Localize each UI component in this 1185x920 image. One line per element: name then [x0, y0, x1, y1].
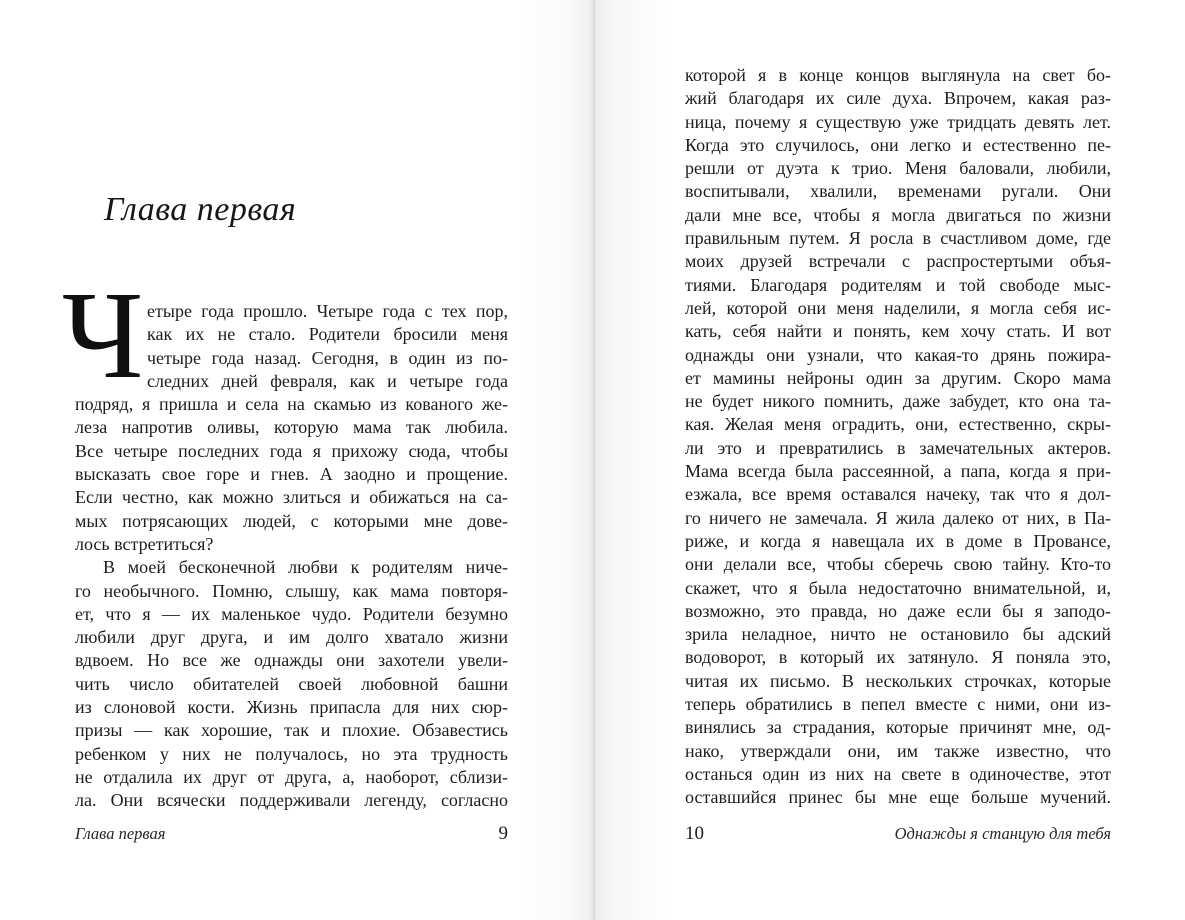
- body-line: ет, что я — их маленькое чудо. Родители безумно: [75, 603, 508, 624]
- body-line: го необычного. Помню, слышу, как мама повторя-: [75, 580, 508, 601]
- body-line: следних дней февраля, как и четыре года: [147, 370, 508, 391]
- body-line: етыре года прошло. Четыре года с тех пор,: [147, 301, 508, 321]
- body-line: они делали все, чтобы сберечь свою тайну. Кто-то: [685, 554, 1111, 575]
- body-line: теперь обратились в пепел вместе с ними, они из-: [685, 694, 1111, 715]
- body-line: мых потрясающих людей, с которыми мне дове-: [75, 510, 508, 531]
- body-line: скажет, что я была недостаточно внимательной, и,: [685, 577, 1111, 598]
- body-line: которой я в конце концов выглянула на свет бо-: [685, 65, 1111, 85]
- body-line: риже, и когда я навещала их в доме в Провансе,: [685, 530, 1111, 551]
- body-line: го ничего не замечала. Я жила далеко от них, в Па-: [685, 507, 1111, 528]
- body-line: лось встретиться?: [75, 533, 214, 554]
- body-line: кая. Желая меня оградить, они, естественно, скры-: [685, 414, 1111, 435]
- body-line: моих друзей встречали с распростертыми объя-: [685, 251, 1111, 272]
- page-number-right: 10: [685, 823, 704, 844]
- body-line: ет мамины нейроны один за другим. Скоро мама: [685, 367, 1111, 388]
- page-gutter-shadow: [520, 0, 668, 920]
- body-line: как их не стало. Родители бросили меня: [147, 324, 508, 345]
- body-line: четыре года назад. Сегодня, в один из по-: [147, 347, 508, 368]
- body-line: решли от дуэта к трио. Меня баловали, любили,: [685, 158, 1111, 179]
- body-line: призы — как хорошие, так и плохие. Обзавестись: [75, 720, 508, 741]
- chapter-heading: Глава первая: [104, 191, 297, 228]
- body-line: кать, себя найти и понять, кем хочу стать. И вот: [685, 321, 1111, 342]
- body-line: правильным путем. Я росла в счастливом доме, где: [685, 228, 1111, 249]
- page-right: [685, 0, 1111, 920]
- running-chapter-title: Глава первая: [75, 824, 166, 843]
- body-line: останься один из них на свете в одиночестве, этот: [685, 763, 1111, 784]
- body-line: Мама всегда была рассеянной, а папа, когда я при-: [685, 461, 1111, 482]
- body-line: Когда это случилось, они легко и естественно пе-: [685, 134, 1111, 155]
- body-line: Если честно, как можно злиться и обижаться на са-: [75, 487, 508, 508]
- body-line: тиями. Благодаря родителям и той свободе мыс-: [685, 274, 1111, 295]
- body-line: не отдалила их друг от друга, а, наоборот, сблизи-: [75, 766, 508, 787]
- running-book-title: Однажды я станцую для тебя: [894, 824, 1111, 843]
- body-line: зрила неладное, ничто не остановило бы адский: [685, 624, 1111, 645]
- body-line: из слоновой кости. Жизнь припасла для них сюр-: [75, 697, 508, 718]
- body-line: не будет никого помнить, даже забудет, кто она та-: [685, 391, 1111, 412]
- body-line: езжала, все время оставался начеку, так что я дол-: [685, 484, 1111, 505]
- right-page-lines: [685, 64, 1111, 810]
- body-line: высказать свое горе и гнев. А заодно и прощение.: [75, 464, 508, 485]
- body-line: любили друг друга, и им долго хватало жизни: [75, 627, 508, 648]
- body-line: ребенком у них не получалось, но эта трудность: [75, 743, 508, 764]
- right-page-body: [685, 64, 1111, 810]
- body-line: Все четыре последних года я прихожу сюда, чтобы: [75, 440, 508, 461]
- body-line: воспитывали, хвалили, временами ругали. Они: [685, 181, 1111, 202]
- body-line: ница, почему я существую уже тридцать девять лет.: [685, 111, 1111, 132]
- body-line: ли это и превратились в замечательных актеров.: [685, 437, 1111, 458]
- left-page-lines: [75, 393, 508, 812]
- body-line: читая их письмо. В нескольких строчках, которые: [685, 670, 1111, 691]
- body-line: однажды они узнали, что какая-то дрянь пожира-: [685, 344, 1111, 365]
- body-line: В моей бесконечной любви к родителям ниче-: [103, 557, 508, 578]
- body-line: лей, которой они меня наделили, я могла себя ис-: [685, 297, 1111, 318]
- body-line: жий благодаря их силе духа. Впрочем, какая раз-: [685, 88, 1111, 109]
- left-page-body: [62, 267, 508, 813]
- body-line: чить число обитателей своей любовной башни: [75, 673, 508, 694]
- left-page-footer: [75, 823, 508, 845]
- body-line: леза напротив оливы, которую мама так любила.: [75, 417, 508, 438]
- body-line: винялись за страдания, которые причинят мне, од-: [685, 717, 1111, 738]
- drop-cap: Ч: [62, 267, 144, 405]
- body-line: возможно, это правда, но даже если бы я заподо-: [685, 600, 1111, 621]
- body-line: вдвоем. Но все же однажды они захотели увели-: [75, 650, 508, 671]
- body-line: ла. Они всячески поддерживали легенду, согласно: [75, 790, 508, 811]
- body-line: дали мне все, чтобы я могла двигаться по жизни: [685, 204, 1111, 225]
- body-line: нако, утверждали они, им также известно, что: [685, 740, 1111, 761]
- body-line: оставшийся принес бы мне еще больше мучений.: [685, 787, 1111, 808]
- body-line: водоворот, в который их затянуло. Я поняла это,: [685, 647, 1111, 668]
- body-line: подряд, я пришла и села на скамью из кованого же-: [75, 394, 508, 415]
- right-page-footer: [685, 823, 1111, 845]
- page-number-left: 9: [498, 823, 508, 844]
- page-left: [62, 0, 508, 920]
